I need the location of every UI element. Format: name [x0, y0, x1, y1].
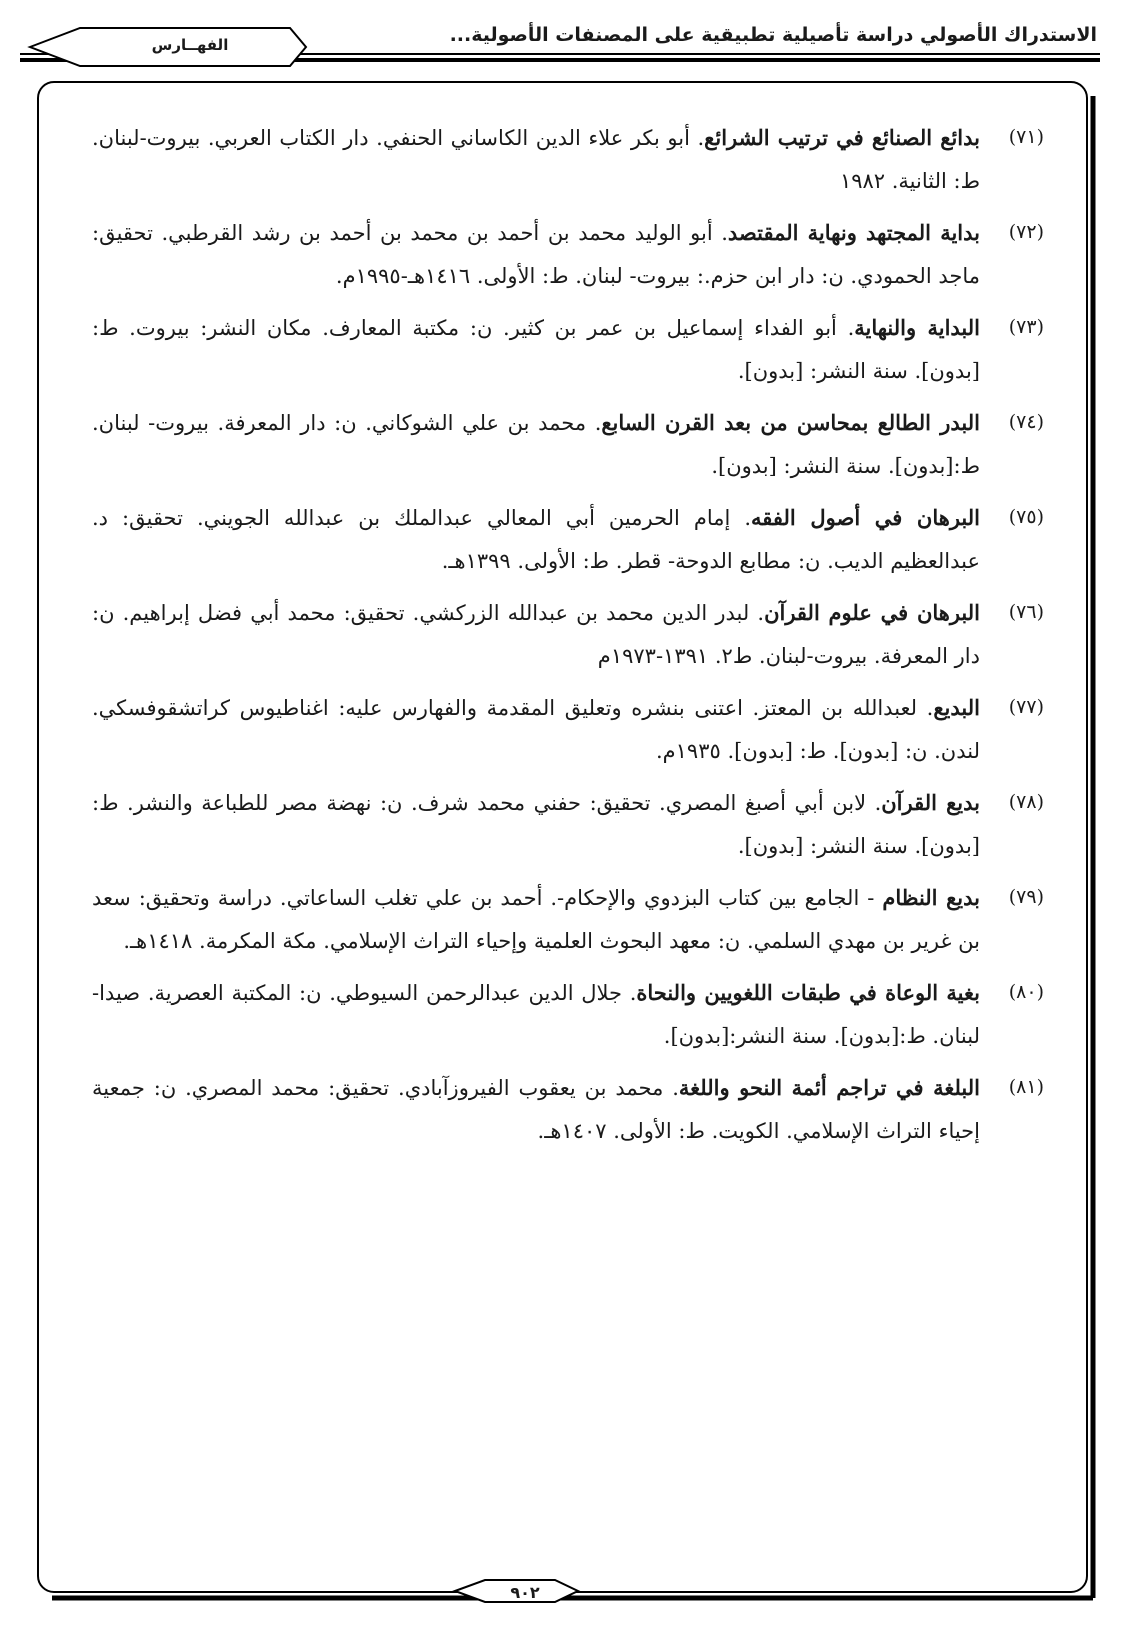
entry-number: (٧٤) — [1008, 411, 1044, 433]
entry-title: بديع القرآن — [881, 790, 980, 815]
list-item — [92, 876, 1044, 963]
list-item — [92, 116, 1044, 203]
entry-title: بدائع الصنائع في ترتيب الشرائع — [704, 125, 980, 150]
list-item — [92, 306, 1044, 393]
bibliography-list — [92, 116, 1044, 1161]
entry-details: . محمد بن علي الشوكاني. ن: دار المعرفة. بيروت- لبنان. ط:[بدون]. سنة النشر: [بدون]. — [92, 411, 980, 478]
entry-title: بديع النظام — [882, 885, 980, 910]
entry-number: (٧٢) — [1008, 221, 1044, 243]
list-item — [92, 496, 1044, 583]
entry-number: (٧٨) — [1008, 791, 1044, 813]
list-item — [92, 591, 1044, 678]
entry-number: (٧٥) — [1008, 506, 1044, 528]
entry-details: . لابن أبي أصبغ المصري. تحقيق: حفني محمد شرف. ن: نهضة مصر للطباعة والنشر. ط: [بدون]. سنة النشر: [بدون]. — [92, 791, 980, 858]
entry-number: (٧٩) — [1008, 886, 1044, 908]
list-item — [92, 686, 1044, 773]
list-item — [92, 401, 1044, 488]
entry-number: (٧٧) — [1008, 696, 1044, 718]
entry-details: . جلال الدين عبدالرحمن السيوطي. ن: المكتبة العصرية. صيدا- لبنان. ط:[بدون]. سنة النشر:[بدون]. — [92, 981, 980, 1048]
entry-number: (٧٣) — [1008, 316, 1044, 338]
entry-title: البدر الطالع بمحاسن من بعد القرن السابع — [601, 410, 980, 435]
entry-number: (٨١) — [1008, 1076, 1044, 1098]
entry-title: البديع — [933, 695, 980, 720]
entry-title: البلغة في تراجم أئمة النحو واللغة — [678, 1075, 980, 1100]
entry-title: بداية المجتهد ونهاية المقتصد — [727, 220, 980, 245]
entry-title: البداية والنهاية — [854, 315, 980, 340]
entry-details: . أبو الفداء إسماعيل بن عمر بن كثير. ن: مكتبة المعارف. مكان النشر: بيروت. ط:[بدون]. سنة النشر: [بدون]. — [92, 316, 980, 383]
entry-details: . إمام الحرمين أبي المعالي عبدالملك بن عبدالله الجويني. تحقيق: د. عبدالعظيم الديب. ن: مطابع الدوحة- قطر. ط: الأولى. ١٣٩٩هـ. — [92, 506, 980, 573]
entry-number: (٧١) — [1008, 126, 1044, 148]
entry-details: - الجامع بين كتاب البزدوي والإحكام-. أحمد بن علي تغلب الساعاتي. دراسة وتحقيق: سعد بن غرير بن مهدي السلمي. ن: معهد البحوث العلمية وإحياء التراث الإسلامي. مكة المكرمة. ١٤١٨هـ. — [92, 886, 980, 953]
list-item — [92, 211, 1044, 298]
entry-details: . أبو بكر علاء الدين الكاساني الحنفي. دار الكتاب العربي. بيروت-لبنان. ط: الثانية. ١٩٨٢ — [92, 126, 980, 193]
entry-details: . أبو الوليد محمد بن أحمد بن محمد بن أحمد بن رشد القرطبي. تحقيق: ماجد الحمودي. ن: دار ابن حزم.: بيروت- لبنان. ط: الأولى. ١٤١٦هـ-١٩٩٥م. — [92, 221, 980, 288]
entry-title: بغية الوعاة في طبقات اللغويين والنحاة — [636, 980, 980, 1005]
list-item — [92, 1066, 1044, 1153]
page-number: ٩٠٢ — [510, 1583, 540, 1602]
entry-details: . لعبدالله بن المعتز. اعتنى بنشره وتعليق المقدمة والفهارس عليه: اغناطيوس كراتشقوفسكي. لندن. ن: [بدون]. ط: [بدون]. ١٩٣٥م. — [92, 696, 980, 763]
entry-number: (٧٦) — [1008, 601, 1044, 623]
list-item — [92, 781, 1044, 868]
list-item — [92, 971, 1044, 1058]
section-label: الفهــارس — [151, 36, 229, 54]
entry-title: البرهان في أصول الفقه — [751, 505, 980, 530]
entry-number: (٨٠) — [1008, 981, 1044, 1003]
entry-details: . لبدر الدين محمد بن عبدالله الزركشي. تحقيق: محمد أبي فضل إبراهيم. ن: دار المعرفة. بيروت-لبنان. ط٢. ١٣٩١-١٩٧٣م — [92, 601, 980, 668]
entry-details: . محمد بن يعقوب الفيروزآبادي. تحقيق: محمد المصري. ن: جمعية إحياء التراث الإسلامي. الكويت. ط: الأولى. ١٤٠٧هـ. — [92, 1076, 980, 1143]
entry-title: البرهان في علوم القرآن — [764, 600, 981, 625]
book-title: الاستدراك الأصولي دراسة تأصيلية تطبيقية على المصنفات الأصولية... — [449, 24, 1097, 46]
